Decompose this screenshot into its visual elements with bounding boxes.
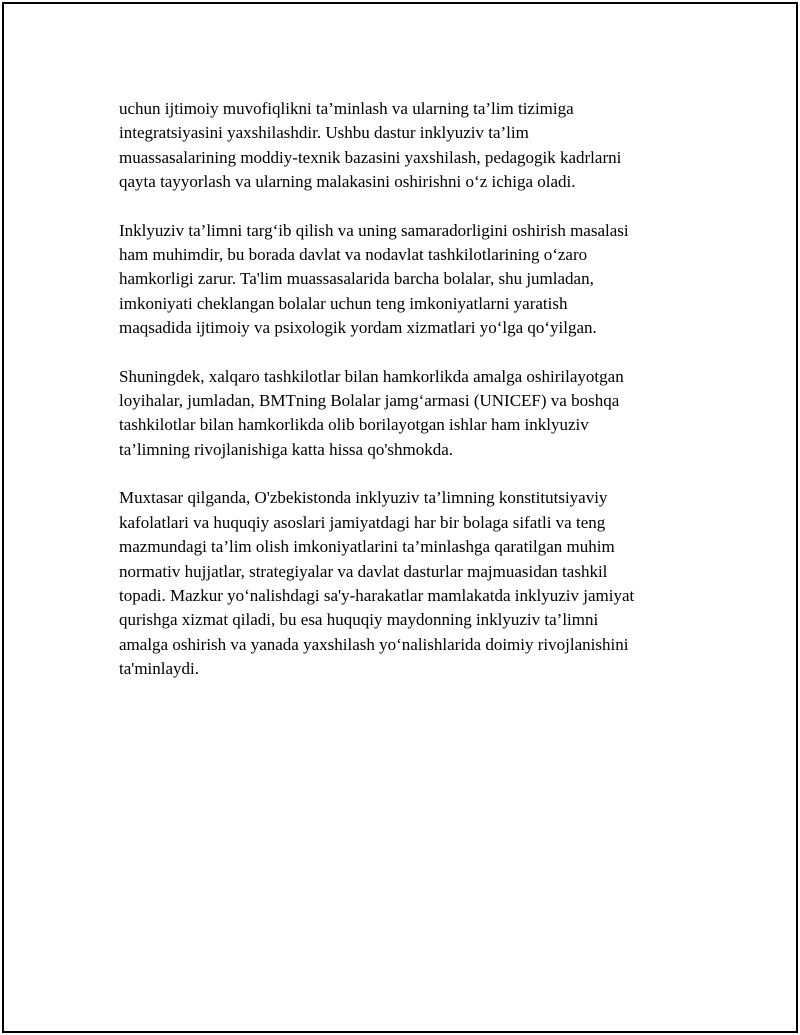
paragraph-3 — [119, 365, 684, 463]
paragraph-1 — [119, 97, 684, 195]
text-line: Inklyuziv ta’limni targ‘ib qilish va uning samaradorligini oshirish masalasi — [119, 220, 629, 240]
text-line: ham muhimdir, bu borada davlat va nodavlat tashkilotlarining o‘zaro — [119, 245, 588, 265]
text-line: normativ hujjatlar, strategiyalar va davlat dasturlar majmuasidan tashkil — [119, 561, 608, 581]
text-line: qayta tayyorlash va ularning malakasini oshirishni o‘z ichiga oladi. — [119, 172, 576, 192]
text-line: ta'minlaydi. — [119, 659, 200, 679]
text-line: tashkilotlar bilan hamkorlikda olib borilayotgan ishlar ham inklyuziv — [119, 415, 589, 435]
paragraph-4 — [119, 486, 684, 681]
text-line: hamkorligi zarur. Ta'lim muassasalarida barcha bolalar, shu jumladan, — [119, 269, 594, 289]
text-line: muassasalarining moddiy-texnik bazasini yaxshilash, pedagogik kadrlarni — [119, 147, 622, 167]
paragraph-2 — [119, 219, 684, 341]
text-line: ta’limning rivojlanishiga katta hissa qo'shmokda. — [119, 439, 454, 459]
text-line: topadi. Mazkur yo‘nalishdagi sa'y-harakatlar mamlakatda inklyuziv jamiyat — [119, 585, 635, 605]
text-line: imkoniyati cheklangan bolalar uchun teng imkoniyatlarni yaratish — [119, 293, 568, 313]
text-line: Muxtasar qilganda, O'zbekistonda inklyuziv ta’limning konstitutsiyaviy — [119, 488, 608, 508]
text-line: integratsiyasini yaxshilashdir. Ushbu dastur inklyuziv ta’lim — [119, 123, 529, 143]
text-line: mazmundagi ta’lim olish imkoniyatlarini ta’minlashga qaratilgan muhim — [119, 537, 615, 557]
text-line: kafolatlari va huquqiy asoslari jamiyatdagi har bir bolaga sifatli va teng — [119, 512, 606, 532]
text-line: amalga oshirish va yanada yaxshilash yo‘nalishlarida doimiy rivojlanishini — [119, 634, 629, 654]
text-line: uchun ijtimoiy muvofiqlikni ta’minlash va ularning ta’lim tizimiga — [119, 99, 574, 118]
text-line: qurishga xizmat qiladi, bu esa huquqiy maydonning inklyuziv ta’limni — [119, 610, 599, 630]
document-body — [119, 97, 684, 706]
text-line: maqsadida ijtimoiy va psixologik yordam xizmatlari yo‘lga qo‘yilgan. — [119, 318, 597, 338]
text-line: loyihalar, jumladan, BMTning Bolalar jamg‘armasi (UNICEF) va boshqa — [119, 391, 620, 411]
text-line: Shuningdek, xalqaro tashkilotlar bilan hamkorlikda amalga oshirilayotgan — [119, 366, 624, 386]
document-page — [2, 2, 798, 1033]
